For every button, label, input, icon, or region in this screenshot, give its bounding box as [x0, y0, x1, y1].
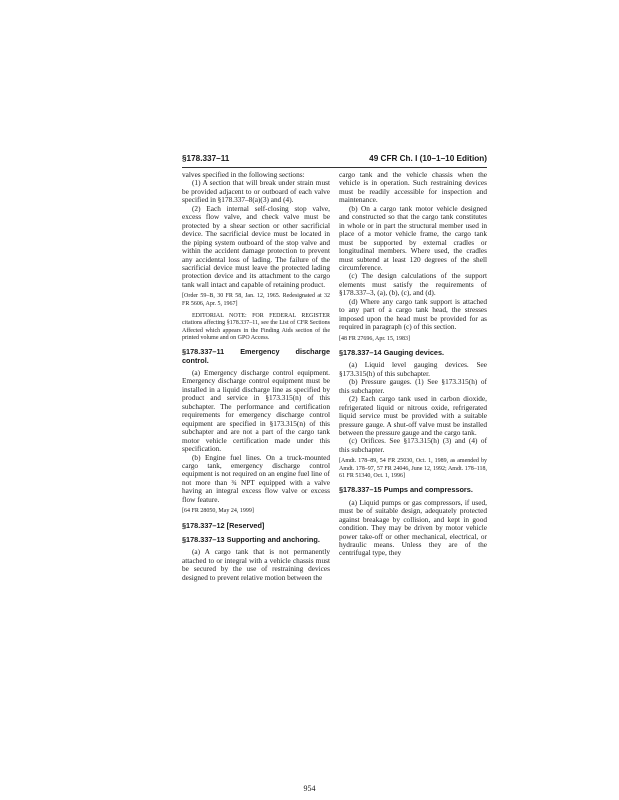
- paragraph: (b) On a cargo tank motor vehicle designed and constructed so that the cargo tank constitutes in whole or in part the structural member used in place of a motor vehicle frame, the cargo tank must be supported by external cradles or longitudinal members. Where used, the cradles must subtend at least 120 degrees of the shell circumference.: [339, 203, 487, 272]
- paragraph: (d) Where any cargo tank support is attached to any part of a cargo tank head, the stresses imposed upon the head must be provided for as required in paragraph (c) of this section.: [339, 296, 487, 332]
- paragraph: (1) A section that will break under strain must be provided adjacent to or outboard of each valve specified in §178.337–8(a)(3) and (4).: [182, 178, 330, 205]
- paragraph: (a) Liquid pumps or gas compressors, if used, must be of suitable design, adequately protected against breakage by collision, and kept in good condition. They may be driven by motor vehicle power take-off or other mechanical, electrical, or hydraulic means. Unless they are of the centrifugal type, they: [339, 497, 487, 558]
- paragraph: (b) Engine fuel lines. On a truck-mounted cargo tank, emergency discharge control equipment is not required on an engine fuel line of not more than ¾ NPT equipped with a valve having an integral excess flow valve or excess flow feature.: [182, 452, 330, 504]
- section-heading: §178.337–11 Emergency discharge control.: [182, 347, 330, 365]
- section-heading: §178.337–14 Gauging devices.: [339, 347, 445, 357]
- paragraph: (a) Liquid level gauging devices. See §173.315(h) of this subchapter.: [339, 360, 487, 378]
- source-note: [64 FR 28050, May 24, 1999]: [182, 508, 254, 515]
- editorial-note: EDITORIAL NOTE: FOR FEDERAL REGISTER citations affecting §178.337–11, see the List of CFR Sections Affected which appears in the Finding Aids section of the printed volume and on GPO Access.: [182, 312, 330, 341]
- header-rule: [182, 167, 487, 168]
- left-column: [182, 171, 330, 582]
- right-column: [339, 171, 487, 558]
- paragraph: (c) The design calculations of the support elements must satisfy the requirements of §178.337–3, (a), (b), (c), and (d).: [339, 271, 487, 298]
- source-note: [Amdt. 178–89, 54 FR 25030, Oct. 1, 1989, as amended by Amdt. 178–97, 57 FR 24046, June 12, 1992; Amdt. 178–118, 61 FR 51340, Oct. 1, 1996]: [339, 458, 487, 479]
- source-note: [Order 59–B, 30 FR 58, Jan. 12, 1965. Redesignated at 32 FR 5606, Apr. 5, 1967]: [182, 293, 330, 307]
- section-heading: §178.337–12 [Reserved]: [182, 520, 265, 530]
- paragraph: cargo tank and the vehicle chassis when the vehicle is in operation. Such restraining devices must be readily accessible for inspection and maintenance.: [339, 170, 487, 205]
- section-heading: §178.337–13 Supporting and anchoring.: [182, 535, 320, 545]
- paragraph: (2) Each cargo tank used in carbon dioxide, refrigerated liquid or nitrous oxide, refrigerated liquid service must be provided with a suitable pressure gauge. A shut-off valve must be installed between the pressure gauge and the cargo tank.: [339, 394, 487, 437]
- page-number: 954: [303, 784, 316, 793]
- paragraph: (b) Pressure gauges. (1) See §173.315(h) of this subchapter.: [339, 377, 487, 395]
- header-section-number: §178.337–11: [182, 154, 230, 163]
- paragraph: (a) A cargo tank that is not permanently attached to or integral with a vehicle chassis must be secured by the use of restraining devices designed to prevent relative motion between the: [182, 547, 330, 582]
- paragraph: (a) Emergency discharge control equipment. Emergency discharge control equipment must be installed in a liquid discharge line as specified by product and service in §173.315(n) of this subchapter. The performance and certification requirements for emergency discharge control equipment are specified in §173.315(n) of this subchapter and are not a part of the cargo tank motor vehicle certification made under this specification.: [182, 368, 330, 454]
- source-note: [48 FR 27696, Apr. 15, 1983]: [339, 335, 411, 342]
- header-cfr-edition: 49 CFR Ch. I (10–1–10 Edition): [369, 154, 487, 163]
- paragraph: (2) Each internal self-closing stop valve, excess flow valve, and check valve must be protected by a shear section or other sacrificial device. The sacrificial device must be located in the piping system outboard of the stop valve and within the accident damage protection to prevent any accidental loss of lading. The failure of the sacrificial device must leave the protected lading protection device and its attachment to the cargo tank wall intact and capable of retaining product.: [182, 203, 330, 289]
- paragraph: valves specified in the following sections:: [182, 170, 305, 179]
- section-heading: §178.337–15 Pumps and compressors.: [339, 485, 473, 495]
- running-header: [182, 154, 487, 166]
- paragraph: (c) Orifices. See §173.315(h) (3) and (4) of this subchapter.: [339, 436, 487, 454]
